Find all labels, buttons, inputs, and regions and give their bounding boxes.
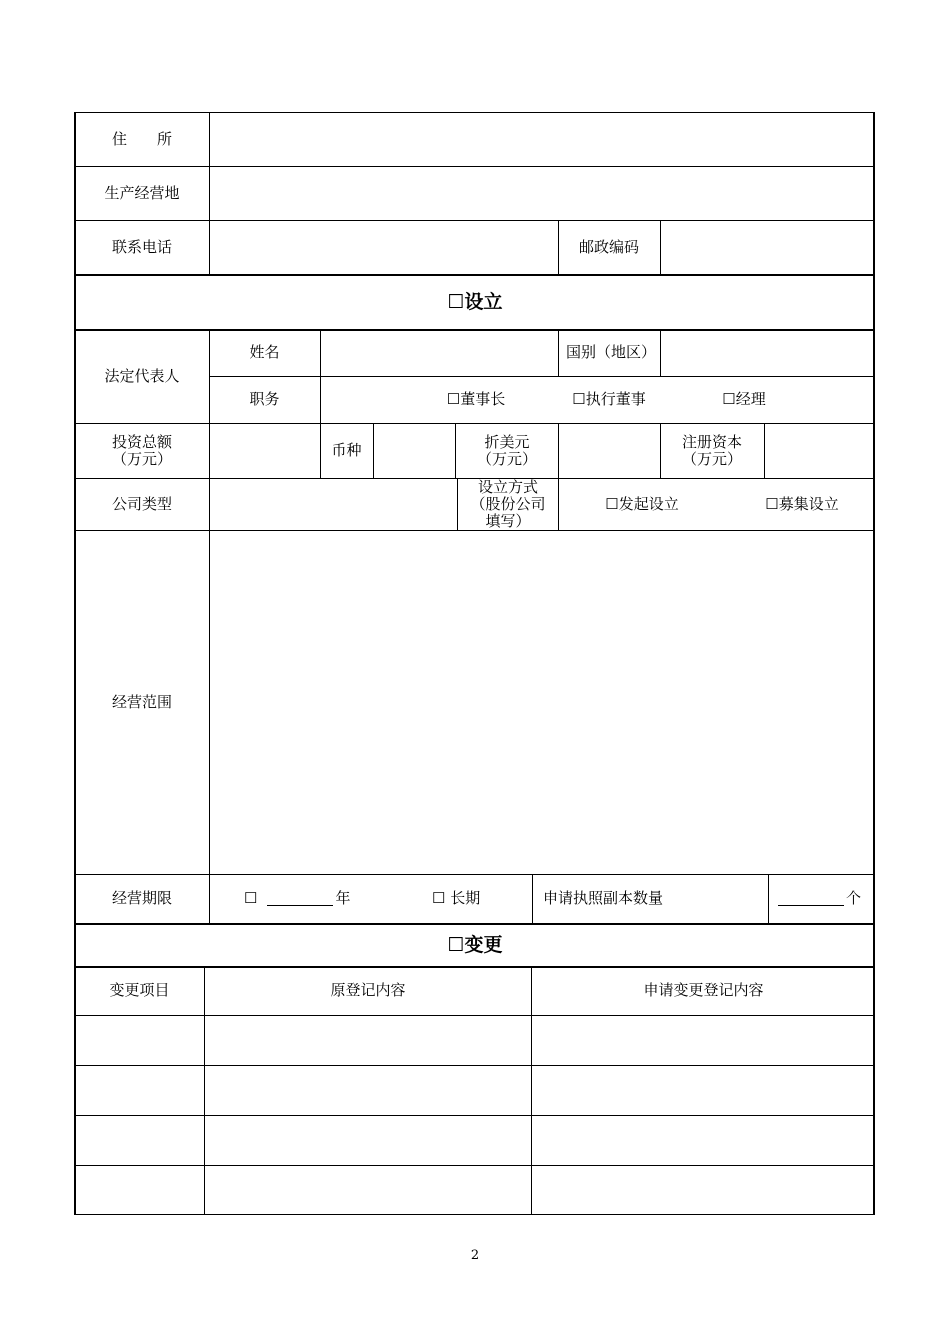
copies-blank[interactable]: [778, 891, 844, 906]
usd-equiv-label: 折美元（万元）: [476, 432, 537, 468]
executive-director-checkbox[interactable]: ☐执行董事: [572, 390, 646, 408]
term-years-option[interactable]: [244, 874, 374, 923]
change-item-cell[interactable]: [75, 1116, 204, 1165]
change-section-title[interactable]: ☐变更: [447, 933, 503, 956]
production-site-field[interactable]: [210, 167, 874, 220]
term-years-checkbox[interactable]: ☐: [244, 889, 258, 907]
offering-setup-checkbox[interactable]: ☐募集设立: [765, 494, 839, 513]
original-content-cell[interactable]: [205, 1116, 531, 1165]
rule: [457, 478, 458, 530]
postal-code-field[interactable]: [661, 221, 874, 274]
nationality-label: 国别（地区）: [566, 343, 657, 361]
currency-field[interactable]: [374, 424, 455, 478]
phone-label: 联系电话: [111, 237, 172, 256]
usd-equiv-field[interactable]: [559, 424, 660, 478]
requested-content-header: 申请变更登记内容: [643, 981, 764, 999]
nationality-field[interactable]: [661, 330, 874, 376]
term-long-checkbox[interactable]: ☐ 长期: [432, 889, 481, 907]
original-content-header: 原登记内容: [330, 981, 406, 999]
currency-label: 币种: [331, 441, 362, 459]
rule: [532, 874, 533, 923]
rule: [74, 1214, 875, 1215]
requested-content-cell[interactable]: [532, 1016, 874, 1065]
position-label: 职务: [249, 390, 280, 408]
change-item-cell[interactable]: [75, 1016, 204, 1065]
rule: [455, 423, 456, 478]
requested-content-cell[interactable]: [532, 1166, 874, 1214]
term-year-unit: 年: [335, 889, 351, 907]
rule: [558, 329, 559, 376]
name-label: 姓名: [249, 343, 280, 361]
company-type-label: 公司类型: [111, 494, 172, 513]
legal-rep-label: 法定代表人: [104, 366, 180, 385]
copies-field[interactable]: [778, 874, 874, 923]
business-scope-label: 经营范围: [111, 692, 172, 711]
requested-content-cell[interactable]: [532, 1066, 874, 1115]
address-label: 住 所: [111, 129, 172, 148]
change-item-cell[interactable]: [75, 1166, 204, 1214]
change-item-cell[interactable]: [75, 1066, 204, 1115]
production-site-label: 生产经营地: [104, 183, 180, 202]
original-content-cell[interactable]: [205, 1066, 531, 1115]
rule: [558, 478, 559, 530]
term-years-blank[interactable]: [267, 891, 333, 906]
page-number: 2: [470, 1248, 480, 1263]
total-investment-field[interactable]: [210, 424, 320, 478]
setup-method-label: 设立方式（股份公司填写）: [470, 477, 546, 530]
establish-section-title[interactable]: ☐设立: [447, 290, 503, 313]
chairman-checkbox[interactable]: ☐董事长: [446, 390, 506, 408]
copies-label: 申请执照副本数量: [543, 889, 664, 907]
rule: [768, 874, 769, 923]
phone-field[interactable]: [210, 221, 558, 274]
change-item-header: 变更项目: [109, 981, 170, 999]
business-scope-field[interactable]: [210, 531, 874, 874]
postal-code-label: 邮政编码: [578, 237, 639, 256]
manager-checkbox[interactable]: ☐经理: [722, 390, 766, 408]
name-field[interactable]: [321, 330, 558, 376]
registered-capital-label: 注册资本（万元）: [681, 432, 742, 468]
rule: [660, 423, 661, 478]
original-content-cell[interactable]: [205, 1166, 531, 1214]
address-field[interactable]: [210, 113, 874, 166]
term-label: 经营期限: [111, 889, 172, 907]
total-investment-label: 投资总额（万元）: [111, 432, 172, 468]
requested-content-cell[interactable]: [532, 1116, 874, 1165]
original-content-cell[interactable]: [205, 1016, 531, 1065]
registered-capital-field[interactable]: [765, 424, 874, 478]
company-type-field[interactable]: [210, 479, 457, 530]
copies-unit: 个: [846, 889, 862, 907]
promotion-setup-checkbox[interactable]: ☐发起设立: [605, 494, 679, 513]
